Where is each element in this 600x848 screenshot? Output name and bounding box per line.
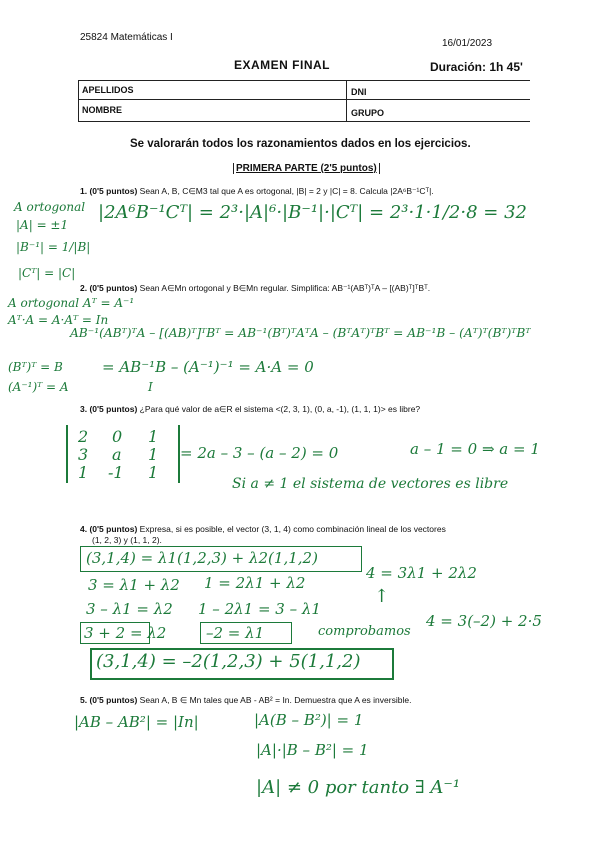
q3-solution: a – 1 = 0 ⇒ a = 1 [410,440,540,458]
question-5-number: 5. [80,695,88,705]
question-5-text: Sean A, B ∈ Mn tales que AB - AB² = In. Demuestra que A es inversible. [139,695,412,705]
q2-line-1: AB⁻¹(ABᵀ)ᵀA – [(AB)ᵀ]ᵀBᵀ = AB⁻¹(Bᵀ)ᵀAᵀA – (BᵀAᵀ)ᵀBᵀ = AB⁻¹B – (Aᵀ)ᵀ(Bᵀ)ᵀBᵀ [70,326,531,340]
part-heading [233,163,380,174]
form-rule-left [78,80,79,122]
q5-line-1b: |A(B – B²)| = 1 [254,711,364,729]
form-rule-bottom [78,121,530,122]
q3-m-22: a [112,445,122,464]
q4-eq-2: 1 = 2λ1 + λ2 [204,574,306,592]
question-4-points: (0'5 puntos) [89,524,138,534]
question-2-text: Sean A∈Mn ortogonal y B∈Mn regular. Simplifica: AB⁻¹(ABᵀ)ᵀA – [(AB)ᵀ]ᵀBᵀ. [139,283,431,293]
question-4 [80,524,446,534]
q1-note-detBinv: |B⁻¹| = 1/|B| [16,240,91,254]
q2-note-identity: Aᵀ·A = A·Aᵀ = In [8,313,109,327]
question-3-points: (0'5 puntos) [89,404,138,414]
student-info-form [78,80,530,122]
q3-m-23: 1 [148,445,159,464]
question-4-number: 4. [80,524,88,534]
q4-lambda1: –2 = λ1 [206,624,265,642]
exam-title: EXAMEN FINAL [234,58,330,72]
q4-check: 4 = 3(–2) + 2·5 [426,612,542,630]
exam-duration: Duración: 1h 45' [430,60,523,74]
question-1 [80,186,434,197]
question-4-text: Expresa, si es posible, el vector (3, 1, 4) como combinación lineal de los vectores [139,524,446,534]
q4-eq-3: 4 = 3λ1 + 2λ2 [366,564,477,582]
q1-note-detCt: |Cᵀ| = |C| [18,266,76,280]
q1-note-orthogonal: A ortogonal [14,200,86,214]
q4-result: (3,1,4) = –2(1,2,3) + 5(1,1,2) [96,651,361,672]
q2-note-orthogonal: A ortogonal Aᵀ = A⁻¹ [8,296,135,310]
question-1-number: 1. [80,186,88,196]
exam-date: 16/01/2023 [442,38,493,49]
question-5 [80,695,411,706]
dni-label: DNI [351,87,367,97]
question-2-points: (0'5 puntos) [89,283,138,293]
course-label: 25824 Matemáticas I [80,32,173,43]
question-1-points: (0'5 puntos) [89,186,138,196]
q3-m-31: 1 [78,463,89,482]
q4-eq-1: 3 = λ1 + λ2 [88,576,180,594]
q3-m-33: 1 [148,463,159,482]
form-rule-divider [346,80,347,122]
q2-note-bt: (Bᵀ)ᵀ = B [8,360,63,374]
form-rule-middle [78,99,530,100]
question-5-points: (0'5 puntos) [89,695,138,705]
q4-setup: (3,1,4) = λ1(1,2,3) + λ2(1,1,2) [86,549,318,567]
q5-line-2: |A|·|B – B²| = 1 [256,741,369,759]
question-3-text: ¿Para qué valor de a∈R el sistema <(2, 3, 1), (0, a, -1), (1, 1, 1)> es libre? [139,404,421,414]
q4-step-1: 3 – λ1 = λ2 [86,600,173,618]
question-2 [80,283,430,294]
q4-check-label: comprobamos [318,624,411,639]
question-4-text-cont: (1, 2, 3) y (1, 1, 2). [92,535,162,545]
q3-m-12: 0 [112,427,123,446]
q2-identity-mark: I [148,380,153,394]
q3-m-11: 2 [78,427,89,446]
q1-note-detA: |A| = ±1 [16,218,69,232]
q3-determinant [66,425,180,483]
question-3 [80,404,420,415]
grupo-label: GRUPO [351,108,385,118]
q3-conclusion: Si a ≠ 1 el sistema de vectores es libre [232,476,509,492]
question-3-number: 3. [80,404,88,414]
nombre-label: NOMBRE [82,105,122,115]
question-2-number: 2. [80,283,88,293]
instructions-text: Se valorarán todos los razonamientos dados en los ejercicios. [130,138,471,150]
q2-note-ainv: (A⁻¹)ᵀ = A [8,380,69,394]
q4-arrow: ↑ [374,586,390,607]
q3-equation: = 2a – 3 – (a – 2) = 0 [180,444,339,462]
question-1-text: Sean A, B, C∈M3 tal que A es ortogonal, |B| = 2 y |C| = 8. Calcula |2A⁶B⁻¹Cᵀ|. [139,186,434,196]
q3-m-13: 1 [148,427,159,446]
q4-lambda2: 3 + 2 = λ2 [84,624,167,642]
apellidos-label: APELLIDOS [82,85,134,95]
q2-line-2: = AB⁻¹B – (A⁻¹)⁻¹ = A·A = 0 [102,358,314,376]
q5-line-1: |AB – AB²| = |In| [74,713,199,731]
form-rule-top [78,80,530,81]
q4-step-2: 1 – 2λ1 = 3 – λ1 [198,600,321,618]
q3-m-21: 3 [78,445,89,464]
part-heading-text: PRIMERA PARTE (2'5 puntos) [236,163,377,174]
q5-line-3: |A| ≠ 0 por tanto ∃ A⁻¹ [256,777,461,798]
q3-m-32: -1 [108,463,124,482]
q1-answer: |2A⁶B⁻¹Cᵀ| = 2³·|A|⁶·|B⁻¹|·|Cᵀ| = 2³·1·1/2·8 = 32 [98,202,527,223]
